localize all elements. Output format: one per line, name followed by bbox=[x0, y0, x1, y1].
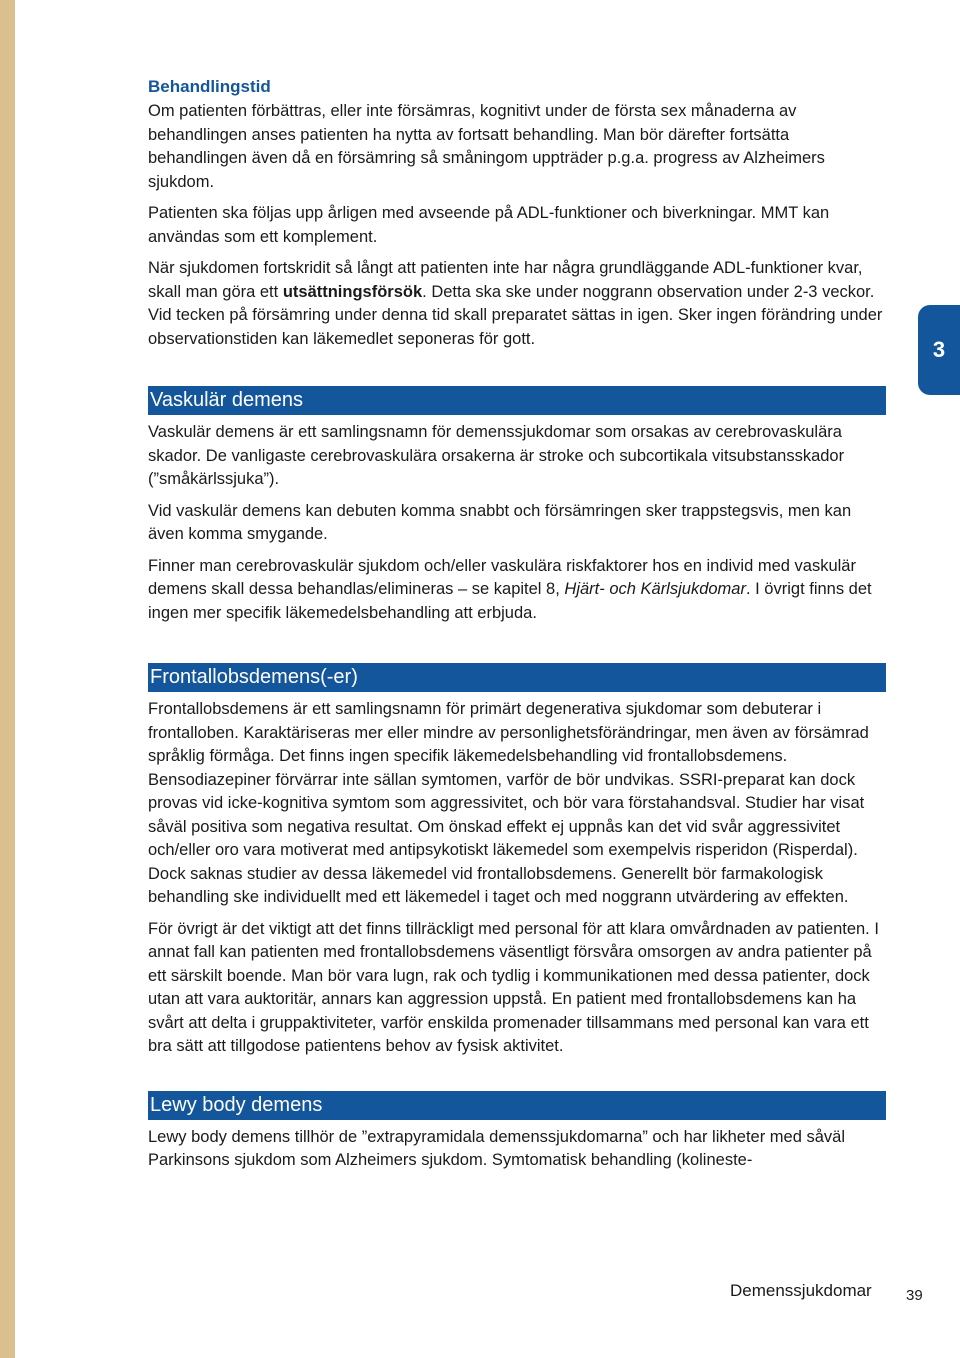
lewy-paragraph-1: Lewy body demens tillhör de ”extrapyramidala demenssjukdomarna” och har likheter med såväl Parkinsons sjukdom som Alzheimers sjukdom. Symtomatisk behandling (kolineste- bbox=[148, 1127, 846, 1169]
behandlingstid-paragraph-3: När sjukdomen fortskridit så långt att patienten inte har några grundläggande ADL-funktioner kvar, skall man göra ett utsättningsförsök. Detta ska ske under noggrann observation under 2-3 veckor. Vid tecken på försämring under denna tid skall preparatet sättas in igen. Sker ingen förändring under observationstiden kan läkemedlet seponeras för gott. bbox=[148, 259, 883, 348]
vaskular-heading: Vaskulär demens bbox=[148, 386, 886, 415]
chapter-tab bbox=[918, 305, 960, 395]
frontal-paragraph-2: För övrigt är det viktigt att det finns tillräckligt med personal för att klara omvårdnaden av patienten. I annat fall kan patienten med frontallobsdemens väsentligt försvåra omsorgen av andra patienter på ett särskilt boende. Man bör vara lugn, rak och tydlig i kommunikationen med dessa patienter, dock utan att vara auktoritär, annars kan aggression uppstå. En patient med frontallobsdemens kan ha svårt att delta i gruppaktiviteter, varför enskilda promenader tillsammans med personal kan vara ett bra sätt att tillgodose patientens behov av fysisk aktivitet. bbox=[148, 919, 879, 1055]
frontal-heading: Frontallobsdemens(-er) bbox=[148, 663, 886, 692]
behandlingstid-heading: Behandlingstid bbox=[148, 77, 271, 96]
behandlingstid-paragraph-2: Patienten ska följas upp årligen med avseende på ADL-funktioner och biverkningar. MMT kan användas som ett komplement. bbox=[148, 204, 830, 246]
utsattningsforsok-term: utsättningsförsök bbox=[282, 282, 423, 301]
vaskular-paragraph-1: Vaskulär demens är ett samlingsnamn för demenssjukdomar som orsakas av cerebrovaskulära skador. De vanligaste cerebrovaskulära orsakerna är stroke och subcortikala vitsubstansskador (”småkärlssjuka”). bbox=[148, 423, 845, 488]
page-number: 39 bbox=[906, 1287, 923, 1304]
chapter-number: 3 bbox=[932, 337, 946, 362]
footer-title: Demenssjukdomar bbox=[730, 1281, 872, 1300]
vaskular-paragraph-3: Finner man cerebrovaskulär sjukdom och/eller vaskulära riskfaktorer hos en individ med vaskulär demens skall dessa behandlas/elimineras – se kapitel 8, Hjärt- och Kärlsjukdomar. I övrigt finns det ingen mer specifik läkemedelsbehandling att erbjuda. bbox=[148, 556, 872, 622]
frontal-paragraph-1: Frontallobsdemens är ett samlingsnamn för primärt degenerativa sjukdomar som debuterar i frontalloben. Karaktäriseras mer eller mindre av personlighetsförändringar, men även av försämrad språklig förmåga. Det finns ingen specifik läkemedelsbehandling vid frontallobsdemens. Bensodiazepiner förvärrar inte sällan symtomen, varför de bör undvikas. SSRI-preparat kan dock provas vid icke-kognitiva symtom som aggressivitet, och bör vara förstahandsval. Studier har visat såväl positiva som negativa resultat. Om önskad effekt ej uppnås kan det vid svår aggressivitet och/eller oro vara motiverat med antipsykotiskt läkemedel som exempelvis risperidon (Risperdal). Dock saknas studier av dessa läkemedel vid frontallobsdemens. Generellt bör farmakologisk behandling ske individuellt med ett läkemedel i taget och med noggrann utvärdering av effekten. bbox=[148, 700, 869, 906]
page-content bbox=[148, 76, 886, 1173]
chapter-reference: Hjärt- och Kärlsjukdomar bbox=[564, 580, 746, 598]
behandlingstid-paragraph-1: Om patienten förbättras, eller inte försämras, kognitivt under de första sex månaderna av behandlingen anses patienten ha nytta av fortsatt behandling. Man bör därefter fortsätta behandlingen även då en försämring så småningom uppträder p.g.a. progress av Alzheimers sjukdom. bbox=[148, 102, 825, 191]
vaskular-paragraph-2: Vid vaskulär demens kan debuten komma snabbt och försämringen sker trappstegsvis, men kan även komma smygande. bbox=[148, 501, 852, 543]
page-edge-bar bbox=[0, 0, 15, 1358]
lewy-heading: Lewy body demens bbox=[148, 1091, 886, 1120]
